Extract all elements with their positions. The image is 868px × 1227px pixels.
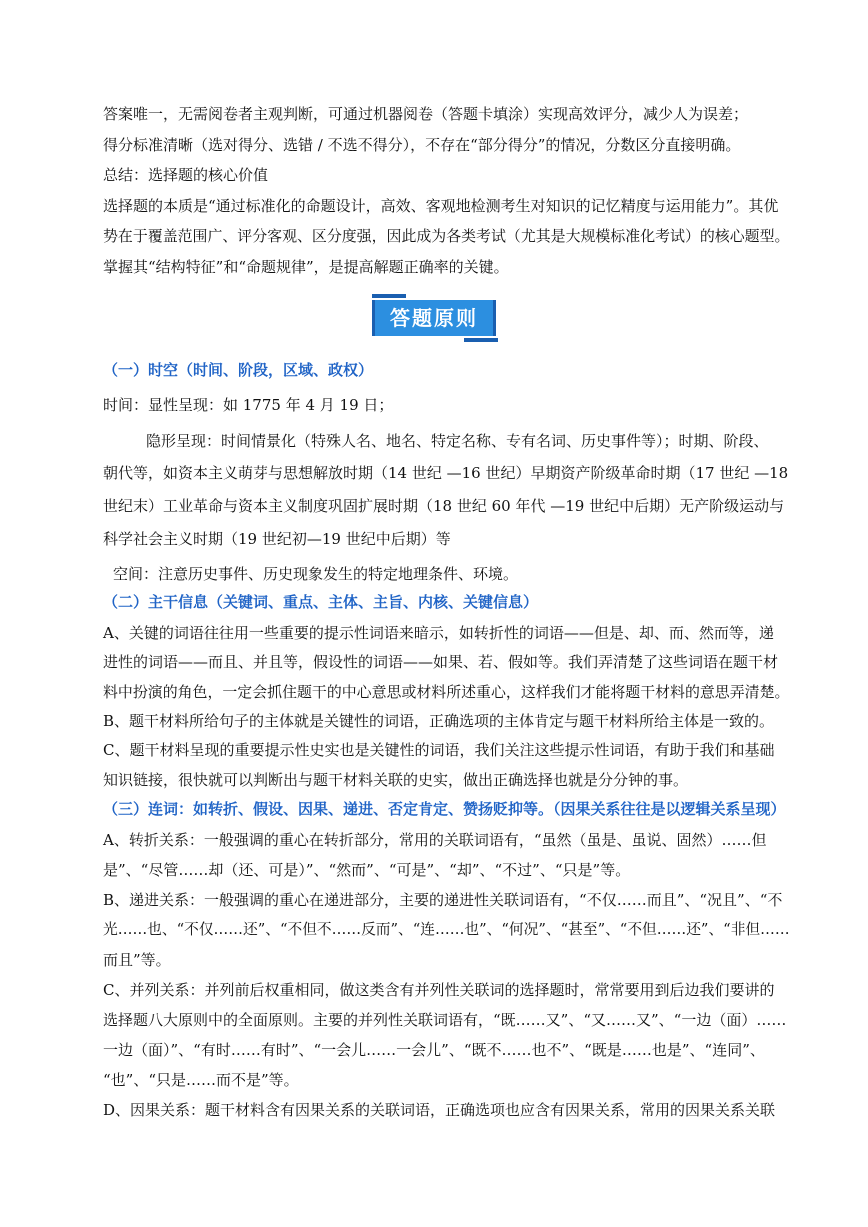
paragraph-line: B、题干材料所给句子的主体就是关键性的词语，正确选项的主体肯定与题干材料所给主体是一致的。 xyxy=(103,712,775,730)
paragraph-line: 掌握其“结构特征”和“命题规律”，是提高解题正确率的关键。 xyxy=(103,258,509,276)
paragraph-line: 总结：选择题的核心价值 xyxy=(103,166,269,184)
section-heading: （一）时空（时间、阶段，区域、政权） xyxy=(103,361,374,379)
section-heading: （二）主干信息（关键词、重点、主体、主旨、内核、关键信息） xyxy=(103,593,539,611)
paragraph-line: B、递进关系：一般强调的重心在递进部分，主要的递进性关联词语有，“不仅……而且”、“况且”、“不 xyxy=(103,891,783,909)
paragraph-line: 空间：注意历史事件、历史现象发生的特定地理条件、环境。 xyxy=(113,565,519,583)
paragraph-line: 是”、“尽管……却（还、可是）”、“然而”、“可是”、“却”、“不过”、“只是”等。 xyxy=(103,861,631,879)
paragraph-line: A、转折关系：一般强调的重心在转折部分，常用的关联词语有，“虽然（虽是、虽说、固然）……但 xyxy=(103,831,767,849)
paragraph-line: D、因果关系：题干材料含有因果关系的关联词语，正确选项也应含有因果关系，常用的因果关系关联 xyxy=(103,1101,776,1119)
banner-title: 答题原则 xyxy=(372,300,496,336)
paragraph-line: 隐形呈现：时间情景化（特殊人名、地名、特定名称、专有名词、历史事件等）；时期、阶段、 xyxy=(146,432,769,450)
paragraph-line: C、并列关系：并列前后权重相同，做这类含有并列性关联词的选择题时，常常要用到后边我们要讲的 xyxy=(103,981,775,999)
paragraph-line: 答案唯一，无需阅卷者主观判断，可通过机器阅卷（答题卡填涂）实现高效评分，减少人为误差； xyxy=(103,105,749,123)
paragraph-line: “也”、“只是……而不是”等。 xyxy=(103,1071,299,1089)
paragraph-line: 光……也、“不仅……还”、“不但不……反而”、“连……也”、“何况”、“甚至”、“不但……还”、“非但…… xyxy=(103,921,790,938)
paragraph-line: 朝代等，如资本主义萌芽与思想解放时期（14 世纪 —16 世纪）早期资产阶级革命时期（17 世纪 —18 xyxy=(103,464,789,482)
paragraph-line: 进性的词语——而且、并且等，假设性的词语——如果、若、假如等。我们弄清楚了这些词语在题干材 xyxy=(103,653,779,671)
paragraph-line: 科学社会主义时期（19 世纪初—19 世纪中后期）等 xyxy=(103,530,451,548)
paragraph-line: C、题干材料呈现的重要提示性史实也是关键性的词语，我们关注这些提示性词语，有助于我们和基础 xyxy=(103,741,775,759)
paragraph-line: 选择题八大原则中的全面原则。主要的并列性关联词语有，“既……又”、“又……又”、“一边（面）…… xyxy=(103,1011,787,1029)
paragraph-line: 一边（面）”、“有时……有时”、“一会儿……一会儿”、“既不……也不”、“既是……也是”、“连同”、 xyxy=(103,1041,765,1059)
section-heading: （三）连词：如转折、假设、因果、递进、否定肯定、赞扬贬抑等。（因果关系往往是以逻辑关系呈现） xyxy=(103,800,786,818)
paragraph-line: 时间：显性呈现：如 1775 年 4 月 19 日； xyxy=(103,396,394,414)
paragraph-line: 选择题的本质是“通过标准化的命题设计，高效、客观地检测考生对知识的记忆精度与运用能力”。其优 xyxy=(103,197,779,215)
section-banner xyxy=(372,294,498,342)
paragraph-line: 得分标准清晰（选对得分、选错 / 不选不得分），不存在“部分得分”的情况，分数区分直接明确。 xyxy=(103,136,741,154)
banner-decoration xyxy=(372,294,406,298)
paragraph-line: 而且”等。 xyxy=(103,951,171,969)
paragraph-line: A、关键的词语往往用一些重要的提示性词语来暗示，如转折性的词语——但是、却、而、然而等，递 xyxy=(103,624,774,642)
paragraph-line: 世纪末）工业革命与资本主义制度巩固扩展时期（18 世纪 60 年代 —19 世纪中后期）无产阶级运动与 xyxy=(103,497,785,515)
paragraph-line: 知识链接，很快就可以判断出与题干材料关联的史实，做出正确选择也就是分分钟的事。 xyxy=(103,771,689,789)
paragraph-line: 势在于覆盖范围广、评分客观、区分度强，因此成为各类考试（尤其是大规模标准化考试）的核心题型。 xyxy=(103,227,790,245)
banner-decoration xyxy=(464,338,498,342)
paragraph-line: 料中扮演的角色，一定会抓住题干的中心意思或材料所述重心，这样我们才能将题干材料的意思弄清楚。 xyxy=(103,683,790,701)
